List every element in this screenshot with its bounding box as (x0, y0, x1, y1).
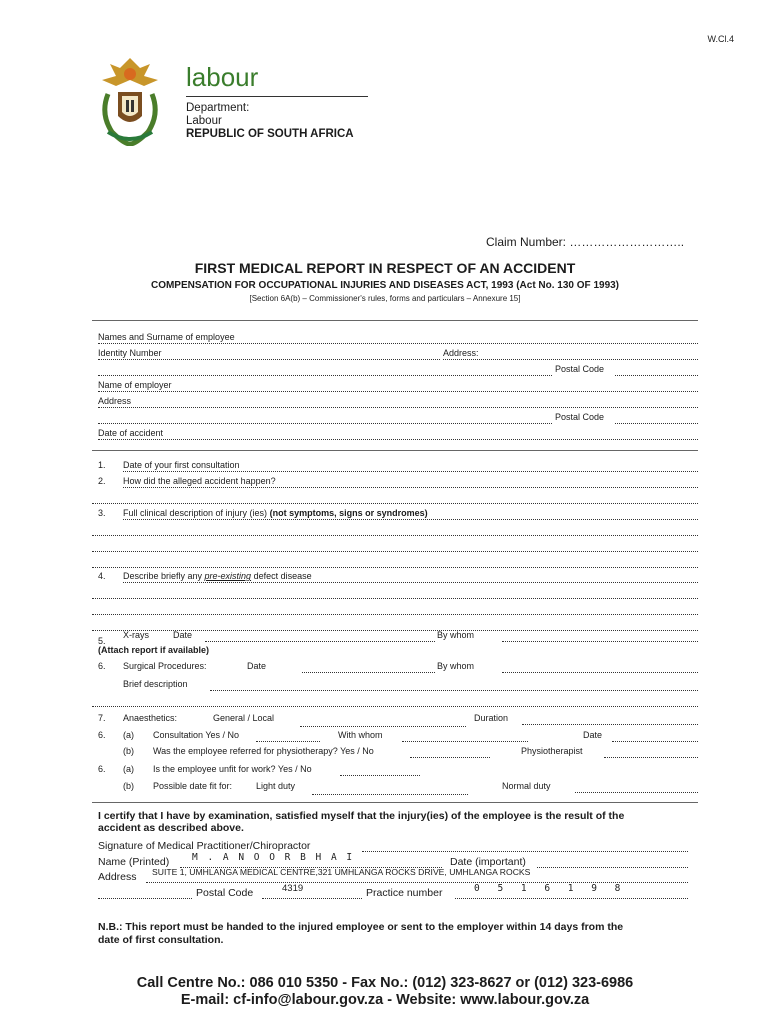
emp-address-field-2[interactable] (98, 423, 552, 424)
accident-how-label: How did the alleged accident happen? (123, 476, 279, 486)
first-consultation-label: Date of your first consultation (123, 460, 243, 470)
anaesthetics-label: Anaesthetics: (123, 713, 178, 723)
surgical-label: Surgical Procedures: (123, 661, 207, 671)
consultation-field[interactable] (256, 741, 320, 742)
coat-of-arms-icon (94, 54, 166, 146)
address-field-2[interactable] (98, 375, 552, 376)
consult-date-field[interactable] (612, 741, 698, 742)
accident-how-field[interactable] (123, 487, 698, 488)
injury-label-a: Full clinical description of injury (ies) (123, 508, 268, 518)
item-number: 1. (98, 460, 106, 470)
practitioner-postal-value: 4319 (282, 883, 304, 894)
footer-web: E-mail: cf-info@labour.gov.za - Website: www.labour.gov.za (180, 992, 590, 1008)
sub-b: (b) (123, 746, 134, 756)
item-number: 7. (98, 713, 106, 723)
certify-text-1: I certify that I have by examination, satisfied myself that the injury(ies) of the employee is the result of the (98, 810, 625, 822)
preexisting-label (123, 571, 315, 581)
practice-number-label: Practice number (366, 887, 443, 899)
light-duty-label: Light duty (256, 781, 296, 791)
emp-address-field[interactable] (98, 407, 698, 408)
act-subtitle: COMPENSATION FOR OCCUPATIONAL INJURIES AND DISEASES ACT, 1993 (Act No. 130 OF 1993) (150, 280, 620, 291)
item-number: 2. (98, 476, 106, 486)
preexisting-field[interactable] (123, 582, 698, 583)
light-duty-field[interactable] (312, 794, 468, 795)
injury-label (123, 508, 431, 518)
form-code: W.Cl.4 (707, 34, 734, 44)
section-ref: [Section 6A(b) – Commissioner's rules, forms and particulars – Annexure 15] (249, 294, 521, 303)
postal-label: Postal Code (555, 364, 605, 374)
country: REPUBLIC OF SOUTH AFRICA (186, 128, 354, 140)
practitioner-postal-label: Postal Code (196, 887, 254, 899)
general-local-label: General / Local (213, 713, 275, 723)
xrays-bywhom-label: By whom (437, 630, 475, 640)
emp-postal-field[interactable] (615, 423, 698, 424)
names-label: Names and Surname of employee (98, 332, 238, 342)
unfit-field[interactable] (340, 775, 420, 776)
duration-label: Duration (474, 713, 509, 723)
surgical-date-field[interactable] (302, 672, 435, 673)
signature-field[interactable] (362, 851, 688, 852)
surgical-date-label: Date (247, 661, 267, 671)
brief-field-2[interactable] (92, 706, 698, 707)
footer-contact: Call Centre No.: 086 010 5350 - Fax No.: (012) 323-8627 or (012) 323-6986 (136, 975, 634, 991)
claim-label: Claim Number: (486, 235, 567, 249)
date-important-label: Date (important) (450, 856, 526, 868)
consult-date-label: Date (583, 730, 603, 740)
date-accident-label: Date of accident (98, 428, 166, 438)
surgical-bywhom-field[interactable] (502, 672, 698, 673)
preexisting-a: Describe briefly any (123, 571, 203, 581)
physiotherapist-field[interactable] (604, 757, 698, 758)
duration-field[interactable] (522, 724, 698, 725)
id-label: Identity Number (98, 348, 165, 358)
emp-postal-label: Postal Code (555, 412, 605, 422)
sub-b: (b) (123, 781, 134, 791)
anaesthetics-field[interactable] (300, 726, 466, 727)
practitioner-postal-field[interactable] (262, 898, 362, 899)
name-printed-value: M . A N O O R B H A I (192, 852, 355, 863)
claim-dots: ……………………….. (569, 235, 685, 249)
brief-field[interactable] (210, 690, 698, 691)
attach-note: (Attach report if available) (98, 645, 210, 655)
unfit-question: Is the employee unfit for work? Yes / No (153, 764, 312, 774)
item-number: 3. (98, 508, 106, 518)
practice-number-value: 0 5 1 6 1 9 8 (474, 883, 627, 894)
xrays-bywhom-field[interactable] (502, 641, 698, 642)
name-printed-label: Name (Printed) (98, 856, 170, 868)
practice-number-field[interactable] (455, 898, 688, 899)
names-field[interactable] (98, 343, 698, 344)
dept-label: Department: (186, 102, 250, 114)
item-number: 6. (98, 764, 106, 774)
address-field[interactable] (443, 359, 698, 360)
nb-line-2: date of first consultation. (98, 934, 224, 946)
preexisting-field-3[interactable] (92, 614, 698, 615)
page-title: FIRST MEDICAL REPORT IN RESPECT OF AN ACCIDENT (194, 260, 576, 276)
employer-field[interactable] (98, 391, 698, 392)
normal-duty-field[interactable] (575, 792, 698, 793)
item-number: 5. (98, 636, 106, 646)
signature-label: Signature of Medical Practitioner/Chiropractor (98, 840, 311, 852)
item-number: 6. (98, 661, 106, 671)
id-field[interactable] (98, 359, 440, 360)
brief-label: Brief description (123, 679, 188, 689)
injury-field-3[interactable] (92, 551, 698, 552)
possible-date-label: Possible date fit for: (153, 781, 233, 791)
claim-number[interactable] (486, 235, 684, 249)
dept-name: Labour (186, 115, 222, 127)
first-consultation-field[interactable] (123, 471, 698, 472)
consultation-label: Consultation Yes / No (153, 730, 240, 740)
injury-field-4[interactable] (92, 567, 698, 568)
certify-text-2: accident as described above. (98, 822, 244, 834)
withwhom-label: With whom (338, 730, 383, 740)
physiotherapist-label: Physiotherapist (521, 746, 583, 756)
sub-a: (a) (123, 730, 134, 740)
postal-field[interactable] (615, 375, 698, 376)
address-line-2[interactable] (98, 898, 192, 899)
practitioner-address-label: Address (98, 871, 137, 883)
xrays-date-field[interactable] (205, 641, 435, 642)
labour-wordmark: labour (186, 62, 259, 92)
preexisting-field-2[interactable] (92, 598, 698, 599)
date-important-field[interactable] (537, 867, 688, 868)
injury-field-2[interactable] (92, 535, 698, 536)
normal-duty-label: Normal duty (502, 781, 551, 791)
accident-how-field-2[interactable] (92, 503, 698, 504)
date-accident-field[interactable] (98, 439, 698, 440)
preexisting-b: pre-existing (204, 571, 252, 581)
xrays-date-label: Date (173, 630, 193, 640)
emp-address-label: Address (98, 396, 134, 406)
preexisting-c: defect disease (253, 571, 312, 581)
address-label: Address: (443, 348, 482, 358)
practitioner-address-value: SUITE 1, UMHLANGA MEDICAL CENTRE,321 UMHLANGA ROCKS DRIVE, UMHLANGA ROCKS (152, 867, 531, 877)
withwhom-field[interactable] (402, 741, 528, 742)
item-number: 6. (98, 730, 106, 740)
surgical-bywhom-label: By whom (437, 661, 475, 671)
nb-line-1: N.B.: This report must be handed to the injured employee or sent to the employer within 14 days from the (98, 921, 624, 933)
physio-question: Was the employee referred for physiotherapy? Yes / No (153, 746, 374, 756)
item-number: 4. (98, 571, 106, 581)
sub-a: (a) (123, 764, 134, 774)
physio-field[interactable] (410, 757, 490, 758)
xrays-label: X-rays (123, 630, 150, 640)
injury-label-b: (not symptoms, signs or syndromes) (269, 508, 428, 518)
injury-field[interactable] (123, 519, 698, 520)
employer-label: Name of employer (98, 380, 175, 390)
